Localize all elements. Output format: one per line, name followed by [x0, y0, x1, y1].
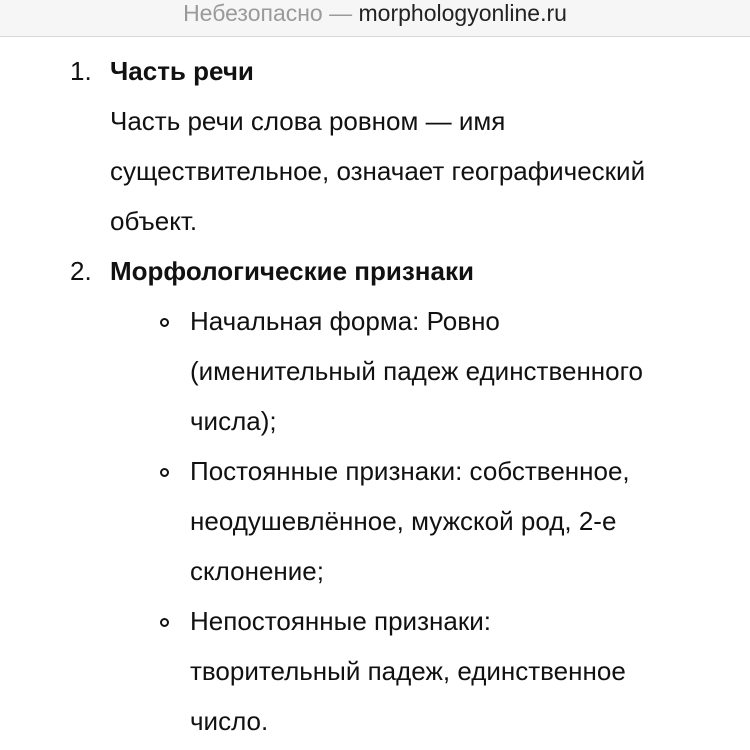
heading-morphological-features: Морфологические признаки	[110, 256, 474, 286]
list-number-1: 1.	[70, 56, 92, 86]
bullet-constant-features	[190, 446, 730, 596]
text-line: Постоянные признаки: собственное,	[190, 456, 630, 486]
heading-part-of-speech: Часть речи	[110, 56, 254, 86]
text-line: существительное, означает географический	[110, 156, 646, 186]
list-number-2: 2.	[70, 256, 92, 286]
text-line: (именительный падеж единственного	[190, 356, 643, 386]
text-line: творительный падеж, единственное	[190, 656, 626, 686]
address-separator: —	[329, 0, 353, 26]
bullet-circle-icon	[160, 468, 169, 477]
site-domain: morphologyonline.ru	[358, 0, 567, 26]
text-line: число.	[190, 706, 269, 736]
bullet-circle-icon	[160, 618, 169, 627]
security-warning: Небезопасно	[183, 0, 323, 26]
bullet-initial-form	[190, 296, 730, 446]
text-line: числа);	[190, 406, 277, 436]
part-of-speech-text	[110, 96, 730, 246]
article-content	[0, 37, 750, 750]
bullet-circle-icon	[160, 318, 169, 327]
text-line: неодушевлённое, мужской род, 2-е	[190, 506, 617, 536]
text-line: объект.	[110, 206, 198, 236]
bullet-variable-features	[190, 596, 730, 746]
address-text[interactable]	[183, 0, 567, 26]
text-line: Часть речи слова ровном — имя	[110, 106, 506, 136]
browser-address-bar[interactable]	[0, 0, 750, 37]
text-line: Начальная форма: Ровно	[190, 306, 500, 336]
text-line: Непостоянные признаки:	[190, 606, 491, 636]
text-line: склонение;	[190, 556, 324, 586]
